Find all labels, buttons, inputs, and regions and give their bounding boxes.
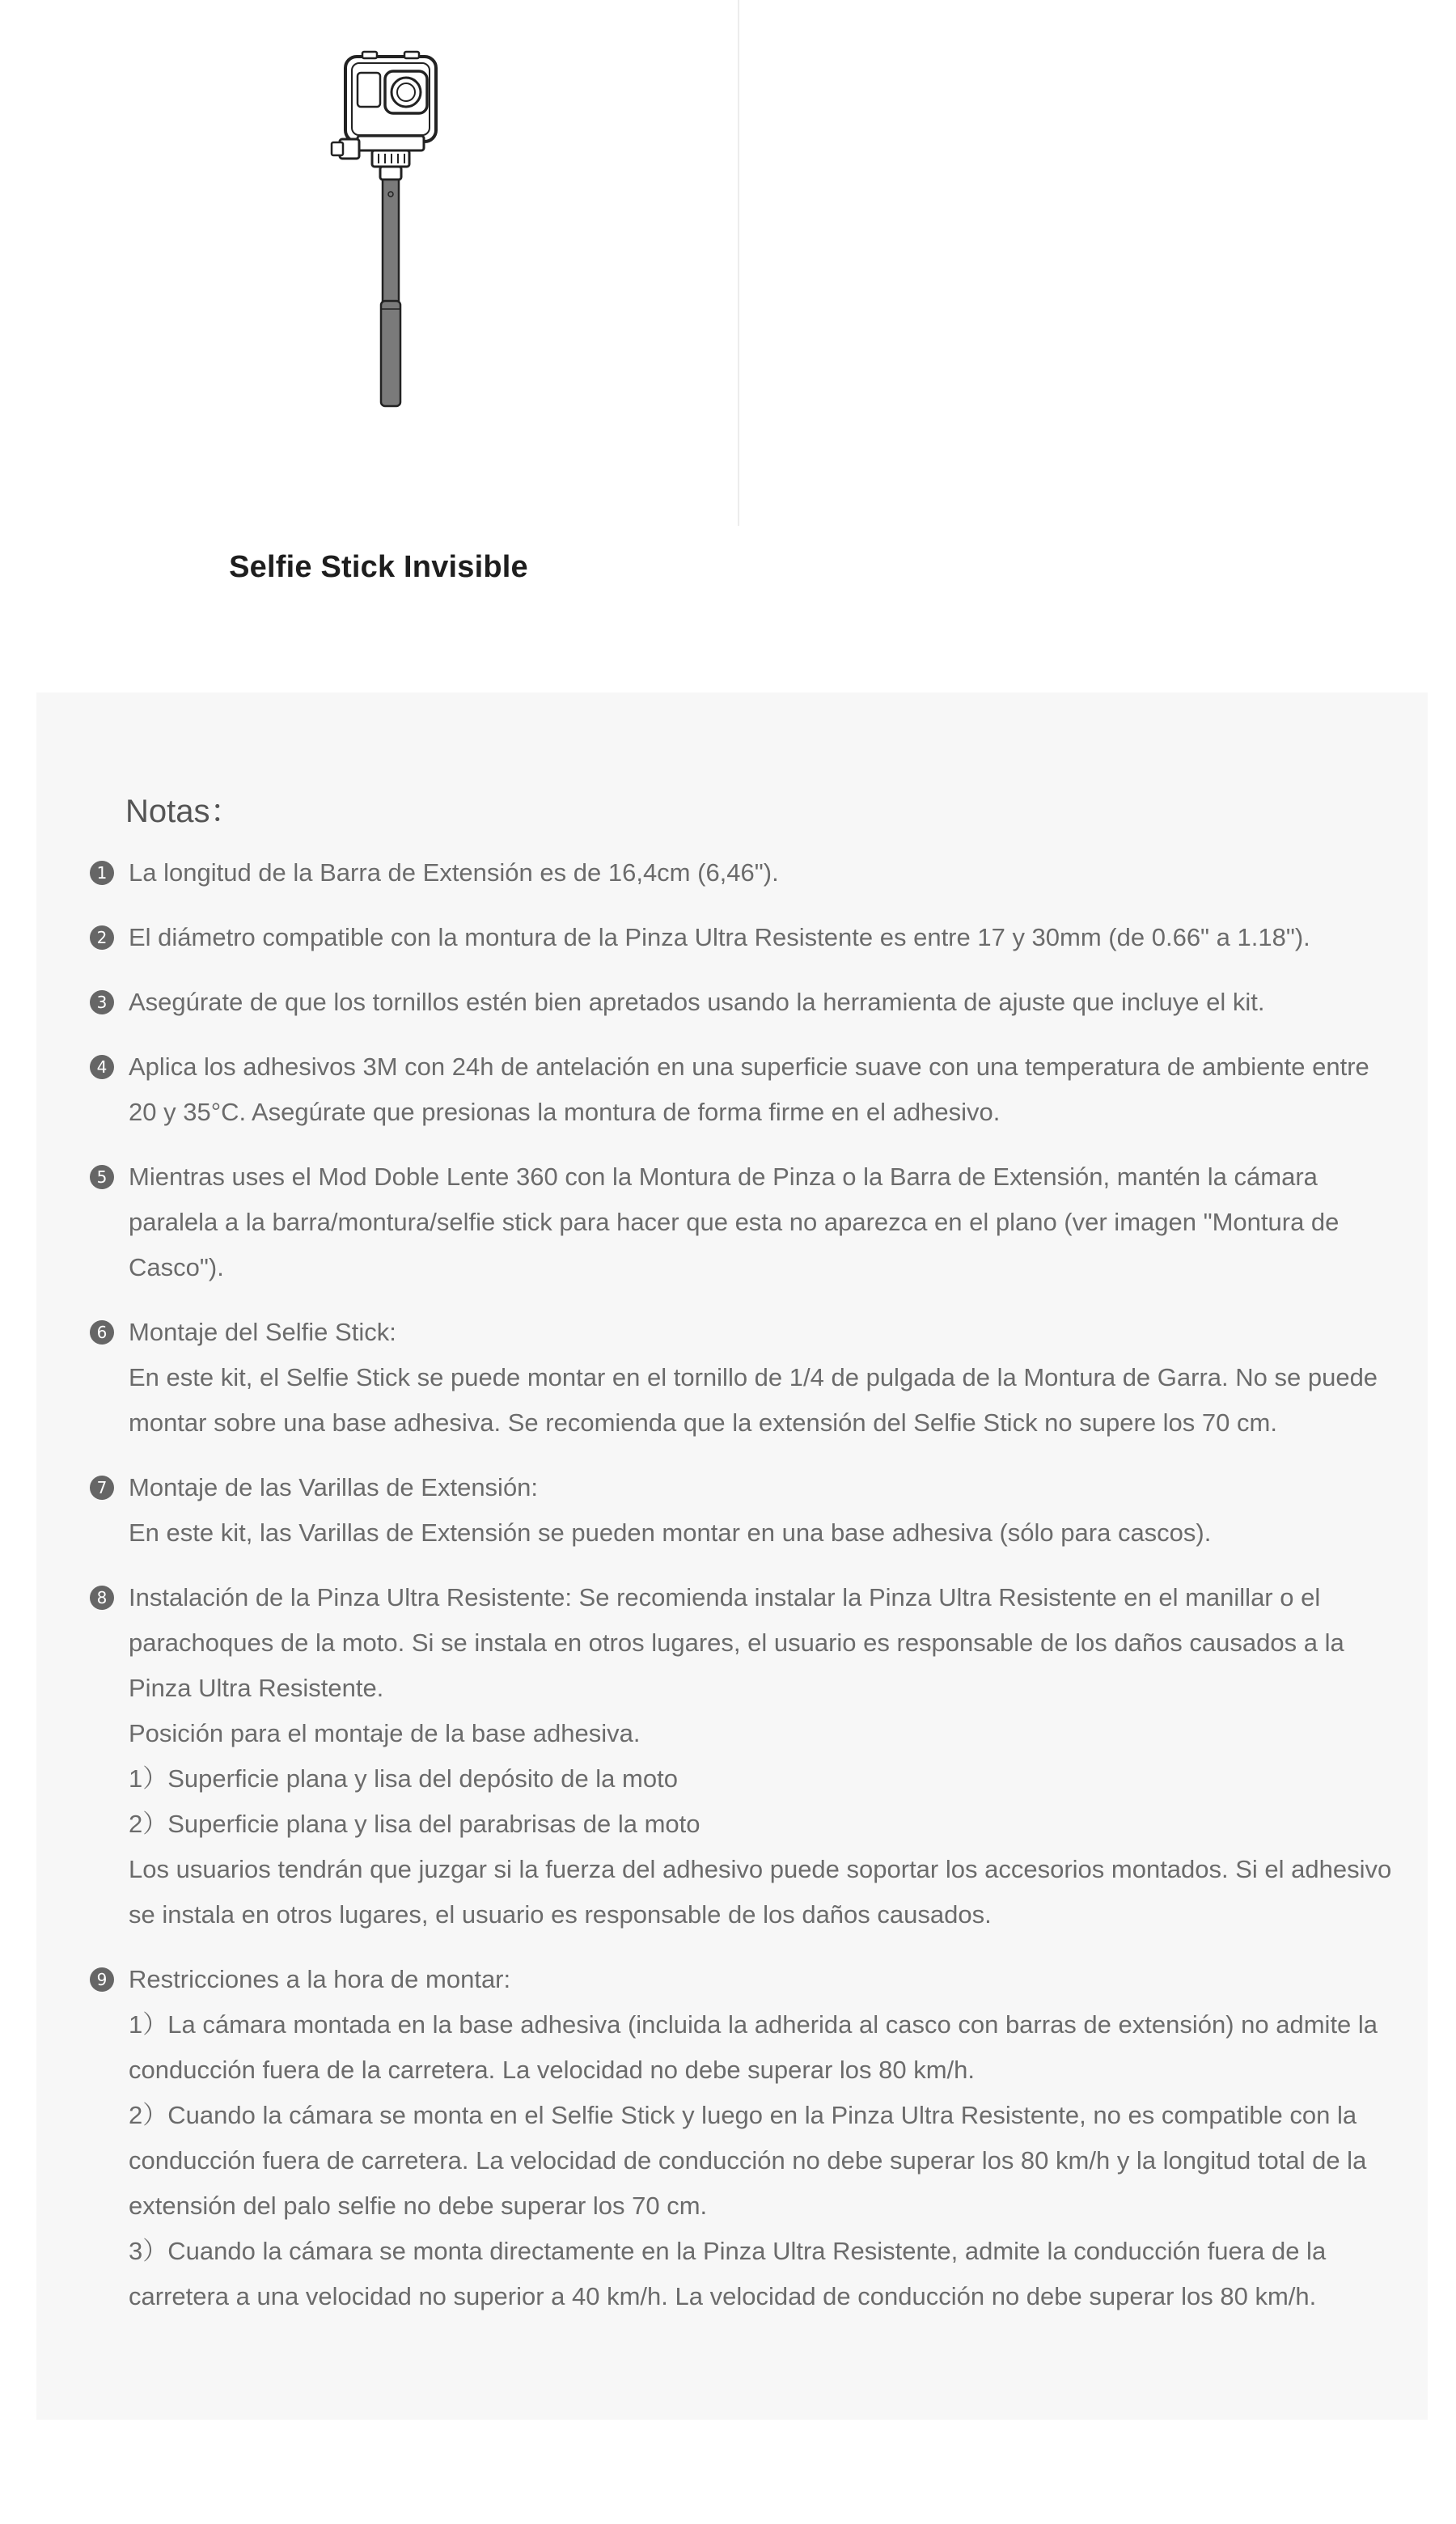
note-text: 1）Superficie plana y lisa del depósito de la moto: [129, 1764, 678, 1793]
note-number-badge: 1: [90, 861, 114, 885]
product-caption: Selfie Stick Invisible: [229, 550, 528, 584]
note-number-badge: 8: [90, 1586, 114, 1610]
note-number-badge: 4: [90, 1055, 114, 1079]
note-text: El diámetro compatible con la montura de la Pinza Ultra Resistente es entre 17 y 30mm (de 0.66" a 1.18").: [129, 923, 1310, 951]
note-text: Aplica los adhesivos 3M con 24h de antelación en una superficie suave con una temperatura de ambiente entre 20 y 35°C. Asegúrate que presionas la montura de forma firme en el adhesivo.: [129, 1052, 1369, 1126]
note-text: Los usuarios tendrán que juzgar si la fuerza del adhesivo puede soportar los accesorios montados. Si el adhesivo se instala en otros lugares, el usuario es responsable de los daños causados.: [129, 1855, 1392, 1929]
note-text: 1）La cámara montada en la base adhesiva (incluida la adherida al casco con barras de extensión) no admite la conducción fuera de la carretera. La velocidad no debe superar los 80 km/h.: [129, 2010, 1378, 2084]
vertical-divider: [738, 0, 739, 526]
note-number-badge: 2: [90, 925, 114, 950]
note-item: [36, 1465, 1428, 1556]
note-number-badge: 3: [90, 990, 114, 1014]
notes-panel: [36, 692, 1428, 2420]
product-panel: [0, 0, 738, 584]
note-text: La longitud de la Barra de Extensión es de 16,4cm (6,46").: [129, 858, 779, 887]
notes-title: Notas：: [125, 794, 243, 829]
selfie-stick-with-camera-icon: [324, 49, 461, 413]
note-item: [36, 1154, 1428, 1290]
note-item: [36, 980, 1428, 1025]
note-text: Posición para el montaje de la base adhesiva.: [129, 1719, 641, 1747]
note-number-badge: 7: [90, 1476, 114, 1500]
note-text: En este kit, el Selfie Stick se puede montar en el tornillo de 1/4 de pulgada de la Montura de Garra. No se puede montar sobre una base adhesiva. Se recomienda que la extensión del Selfie Stick no supere los 70 cm.: [129, 1363, 1378, 1437]
note-text: En este kit, las Varillas de Extensión se pueden montar en una base adhesiva (sólo para cascos).: [129, 1518, 1212, 1547]
note-number-badge: 9: [90, 1967, 114, 1992]
note-text: Instalación de la Pinza Ultra Resistente: Se recomienda instalar la Pinza Ultra Resistente en el manillar o el parachoques de la moto. Si se instala en otros lugares, el usuario es responsable de los daños causados a la Pinza Ultra Resistente.: [129, 1583, 1344, 1702]
note-number-badge: 6: [90, 1320, 114, 1345]
note-item: [36, 1310, 1428, 1446]
note-text: 2）Superficie plana y lisa del parabrisas de la moto: [129, 1810, 700, 1838]
note-text: Montaje de las Varillas de Extensión:: [129, 1473, 539, 1501]
note-text: 2）Cuando la cámara se monta en el Selfie Stick y luego en la Pinza Ultra Resistente, no es compatible con la conducción fuera de carretera. La velocidad de conducción no debe superar los 80 km/h y la longitud total de la extensión del palo selfie no debe superar los 70 cm.: [129, 2101, 1367, 2220]
note-item: [36, 1575, 1428, 1937]
note-item: [36, 850, 1428, 896]
note-text: Montaje del Selfie Stick:: [129, 1318, 396, 1346]
note-item: [36, 915, 1428, 960]
notes-list: [36, 850, 1428, 2339]
note-number-badge: 5: [90, 1165, 114, 1189]
note-text: Mientras uses el Mod Doble Lente 360 con la Montura de Pinza o la Barra de Extensión, mantén la cámara paralela a la barra/montura/selfie stick para hacer que esta no aparezca en el plano (ver imagen "Montura de Casco").: [129, 1162, 1340, 1281]
note-item: [36, 1957, 1428, 2319]
note-text: 3）Cuando la cámara se monta directamente en la Pinza Ultra Resistente, admite la conducción fuera de la carretera a una velocidad no superior a 40 km/h. La velocidad de conducción no debe superar los 80 km/h.: [129, 2237, 1327, 2310]
note-text: Asegúrate de que los tornillos estén bien apretados usando la herramienta de ajuste que incluye el kit.: [129, 988, 1265, 1016]
note-item: [36, 1044, 1428, 1135]
note-text: Restricciones a la hora de montar:: [129, 1965, 511, 1993]
